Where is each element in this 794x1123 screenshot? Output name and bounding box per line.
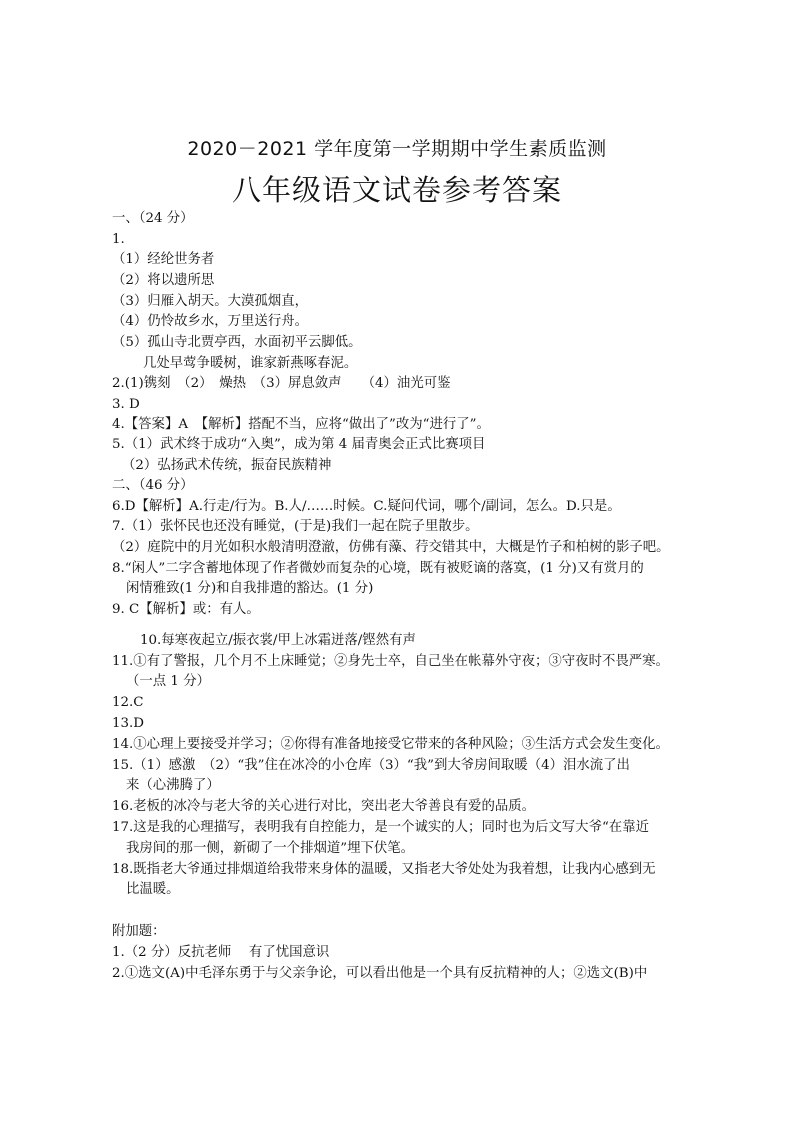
answer-line: （1）经纶世务者 — [112, 252, 215, 267]
answer-line: 14.①心理上要接受并学习；②你得有准备地接受它带来的各种风险；③生活方式会发生变化。 — [112, 737, 669, 752]
answer-line: 2.(1)镌刻 （2） 燥热 （3）屏息敛声 （4）油光可鉴 — [112, 376, 451, 391]
answer-line: （2）将以遗所思 — [112, 273, 215, 288]
answer-line: （2）庭院中的月光如积水般清明澄澈，仿佛有藻、荇交错其中，大概是竹子和柏树的影子吧。 — [112, 540, 670, 555]
answer-line: （3）归雁入胡天。大漠孤烟直， — [112, 294, 308, 309]
answer-line: 1.（2 分）反抗老师 有了忧国意识 — [112, 945, 330, 960]
answer-line: 1. — [112, 232, 125, 247]
answer-line: 比温暖。 — [126, 882, 180, 897]
answer-line: 11.①有了警报，几个月不上床睡觉；②身先士卒，自己坐在帐幕外守夜；③守夜时不畏严寒。 — [112, 654, 669, 669]
section-heading: 附加题： — [112, 924, 166, 939]
answer-line: 13.D — [112, 716, 145, 731]
answer-line: 闲情雅致(1 分)和自我排遣的豁达。(1 分) — [126, 581, 374, 596]
answer-line: （5）孤山寺北贾亭西，水面初平云脚低。 — [112, 335, 362, 350]
answer-line: 9. C【解析】或：有人。 — [112, 602, 260, 617]
answer-line: 6.D【解析】A.行走/行为。B.人/……时候。C.疑问代词，哪个/副词，怎么。D.只是。 — [112, 499, 621, 514]
answer-line: 2.①选文(A)中毛泽东勇于与父亲争论，可以看出他是一个具有反抗精神的人；②选文(B)中 — [112, 966, 648, 981]
answer-line: （2）弘扬武术传统，振奋民族精神 — [122, 458, 332, 473]
answer-line: 16.老板的冰冷与老大爷的关心进行对比，突出老大爷善良有爱的品质。 — [112, 799, 536, 814]
answer-line: 4.【答案】A 【解析】搭配不当，应将“做出了”改为“进行了”。 — [112, 417, 490, 432]
document-title: 八年级语文试卷参考答案 — [231, 173, 562, 207]
answer-line: 8.“闲人”二字含蓄地体现了作者微妙而复杂的心境，既有被贬谪的落寞，(1 分)又有赏月的 — [112, 561, 644, 576]
answer-line: （一点 1 分） — [126, 674, 210, 689]
answer-line: 5.（1）武术终于成功“入奥”，成为第 4 届青奥会正式比赛项目 — [112, 437, 486, 452]
answer-line: 来（心沸腾了） — [126, 778, 220, 793]
answer-line: 17.这是我的心理描写，表明我有自控能力，是一个诚实的人；同时也为后文写大爷“在靠近 — [112, 820, 649, 835]
answer-line: 18.既指老大爷通过排烟道给我带来身体的温暖，又指老大爷处处为我着想，让我内心感到无 — [112, 862, 656, 877]
exam-title: 2020－2021 学年度第一学期期中学生素质监测 — [187, 138, 607, 160]
section-heading: 一、（24 分） — [112, 211, 194, 226]
answer-line: 15.（1）感激 （2）“我”住在冰冷的小仓库（3）“我”到大爷房间取暖（4）泪水流了出 — [112, 758, 630, 773]
answer-line: 7.（1）张怀民也还没有睡觉，(于是)我们一起在院子里散步。 — [112, 519, 479, 534]
section-heading: 二、（46 分） — [112, 478, 194, 493]
answer-line: 几处早莺争暖树，谁家新燕啄春泥。 — [143, 356, 358, 371]
answer-line: 我房间的那一侧，新砌了一个排烟道”埋下伏笔。 — [126, 841, 415, 856]
answer-line: （4）仍怜故乡水，万里送行舟。 — [112, 314, 308, 329]
answer-line: 3. D — [112, 397, 140, 412]
answer-line: 12.C — [112, 695, 144, 710]
answer-line: 10.每寒夜起立/振衣裳/甲上冰霜迸落/铿然有声 — [140, 633, 416, 648]
